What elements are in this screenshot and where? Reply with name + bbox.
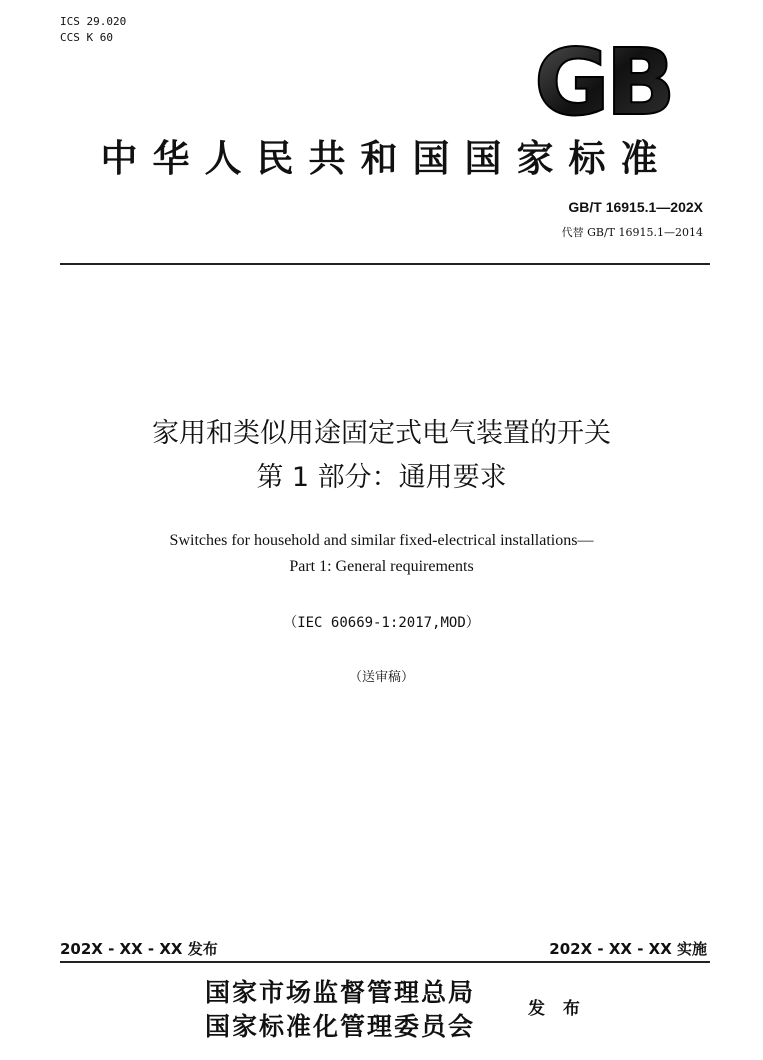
draft-status: （送审稿） (348, 670, 414, 685)
standard-number: GB/T 16915.1—202X (568, 199, 703, 215)
publish-label: 发 布 (528, 999, 586, 1019)
ics-code: ICS 29.020 (60, 15, 127, 28)
classification-codes (60, 14, 126, 46)
standard-category-title: 中华人民共和国国家标准 (100, 137, 673, 180)
iec-reference: （IEC 60669-1:2017,MOD） (283, 615, 480, 631)
document-title-en-line1: Switches for household and similar fixed-electrical installations— (169, 532, 594, 549)
gb-logo (512, 38, 694, 122)
gb-logo-text: GB (534, 38, 672, 122)
document-title-en-line2: Part 1: General requirements (289, 558, 474, 575)
implementation-date: 202X - XX - XX 实施 (549, 940, 707, 958)
footer-divider (60, 961, 710, 963)
document-title-cn-line2: 第 1 部分：通用要求 (256, 462, 507, 493)
ccs-code: CCS K 60 (60, 31, 113, 44)
issue-date: 202X - XX - XX 发布 (60, 940, 218, 958)
header-divider (60, 263, 710, 265)
issuer-samr: 国家市场监督管理总局 (205, 978, 476, 1007)
document-title-cn-line1: 家用和类似用途固定式电气装置的开关 (152, 418, 611, 449)
replaces-standard: 代替 GB/T 16915.1—2014 (561, 226, 703, 239)
issuer-sac: 国家标准化管理委员会 (205, 1012, 476, 1041)
